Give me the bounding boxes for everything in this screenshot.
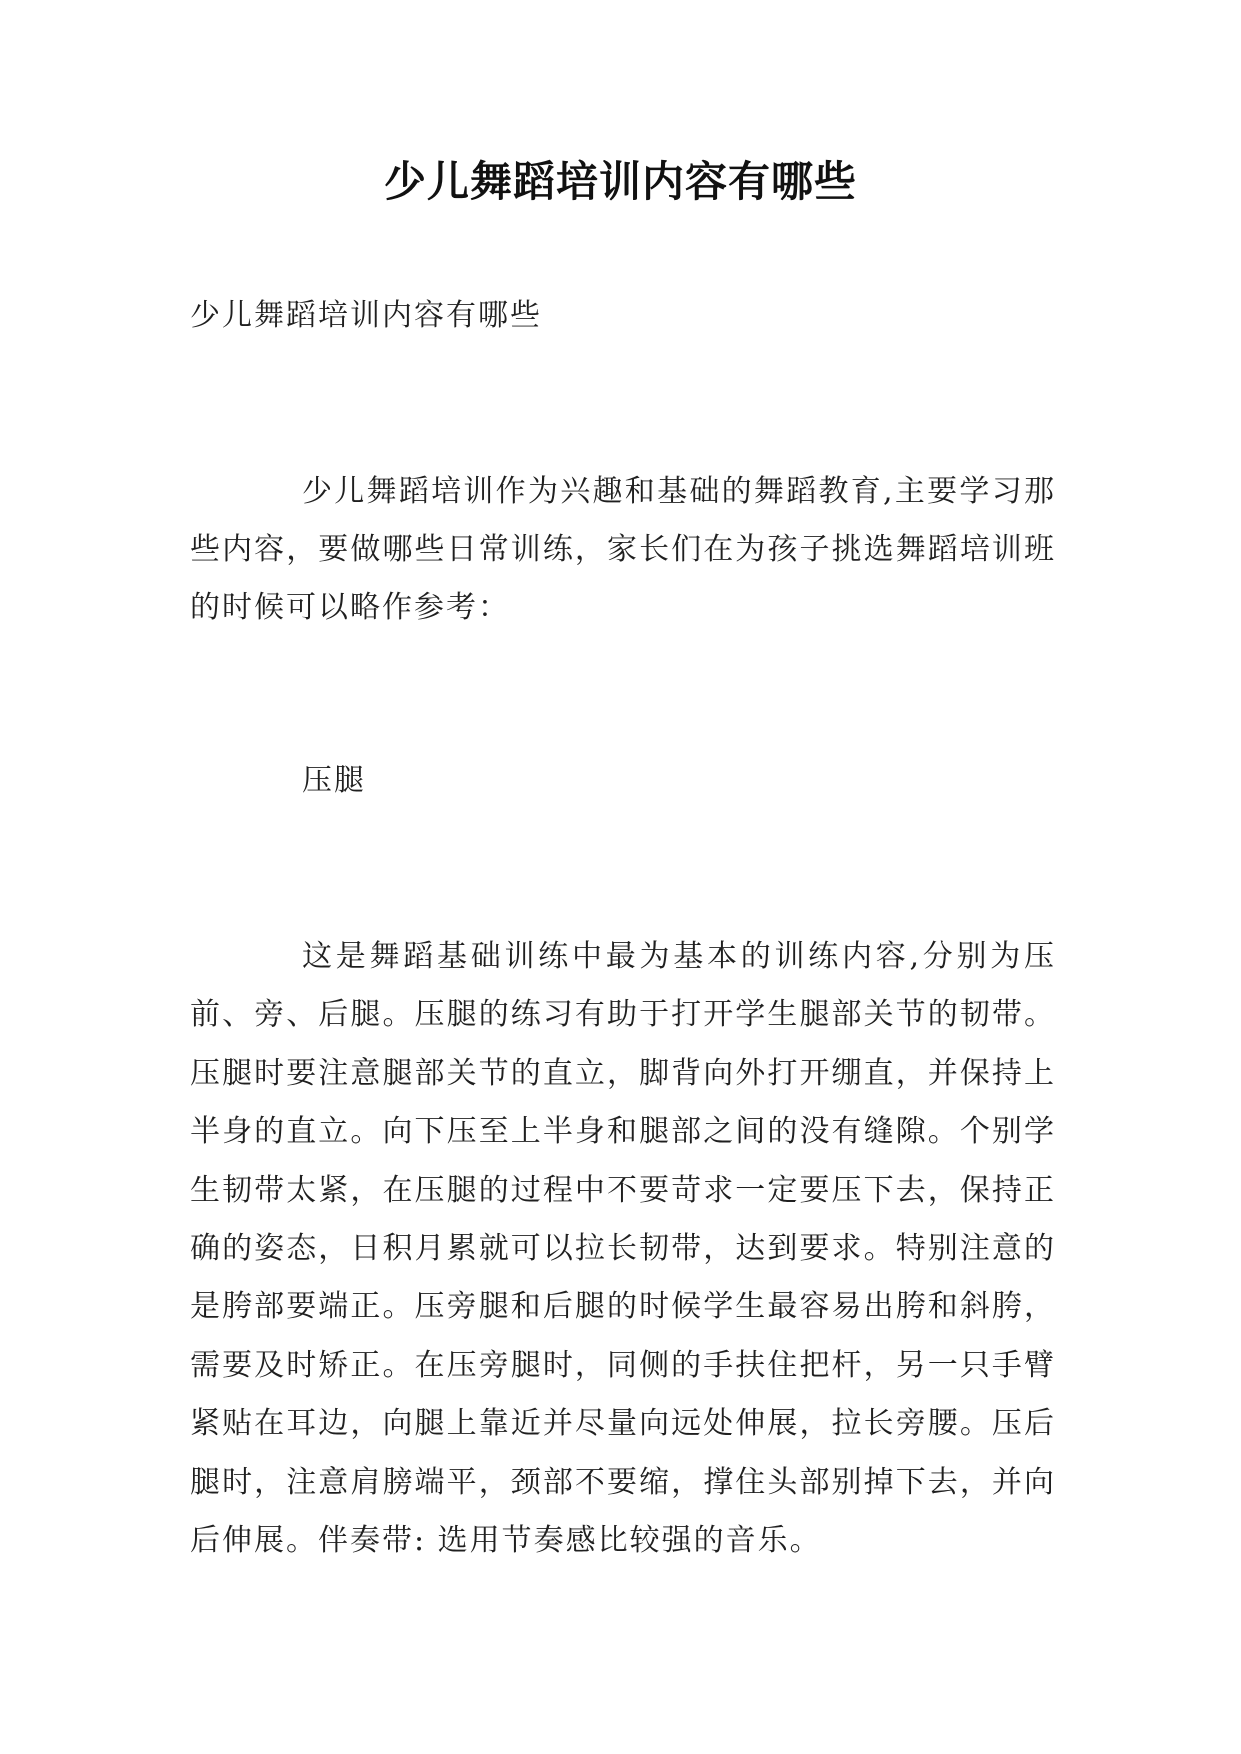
document-subtitle: 少儿舞蹈培训内容有哪些 <box>190 298 542 333</box>
section-paragraph: 这是舞蹈基础训练中最为基本的训练内容,分别为压前、旁、后腿。压腿的练习有助于打开学生腿部关节的韧带。压腿时要注意腿部关节的直立，脚背向外打开绷直，并保持上半身的直立。向下压至上半身和腿部之间的没有缝隙。个别学生韧带太紧，在压腿的过程中不要苛求一定要压下去，保持正确的姿态，日积月累就可以拉长韧带，达到要求。特别注意的是胯部要端正。压旁腿和后腿的时候学生最容易出胯和斜胯，需要及时矫正。在压旁腿时，同侧的手扶住把杆，另一只手臂紧贴在耳边，向腿上靠近并尽量向远处伸展，拉长旁腰。压后腿时，注意肩膀端平，颈部不要缩，撑住头部别掉下去，并向后伸展。伴奏带: 选用节奏感比较强的音乐。 <box>190 939 1056 1559</box>
intro-paragraph: 少儿舞蹈培训作为兴趣和基础的舞蹈教育,主要学习那些内容，要做哪些日常训练，家长们在为孩子挑选舞蹈培训班的时候可以略作参考： <box>190 474 1056 625</box>
document-title: 少儿舞蹈培训内容有哪些 <box>383 157 857 206</box>
section-heading: 压腿 <box>302 763 366 798</box>
